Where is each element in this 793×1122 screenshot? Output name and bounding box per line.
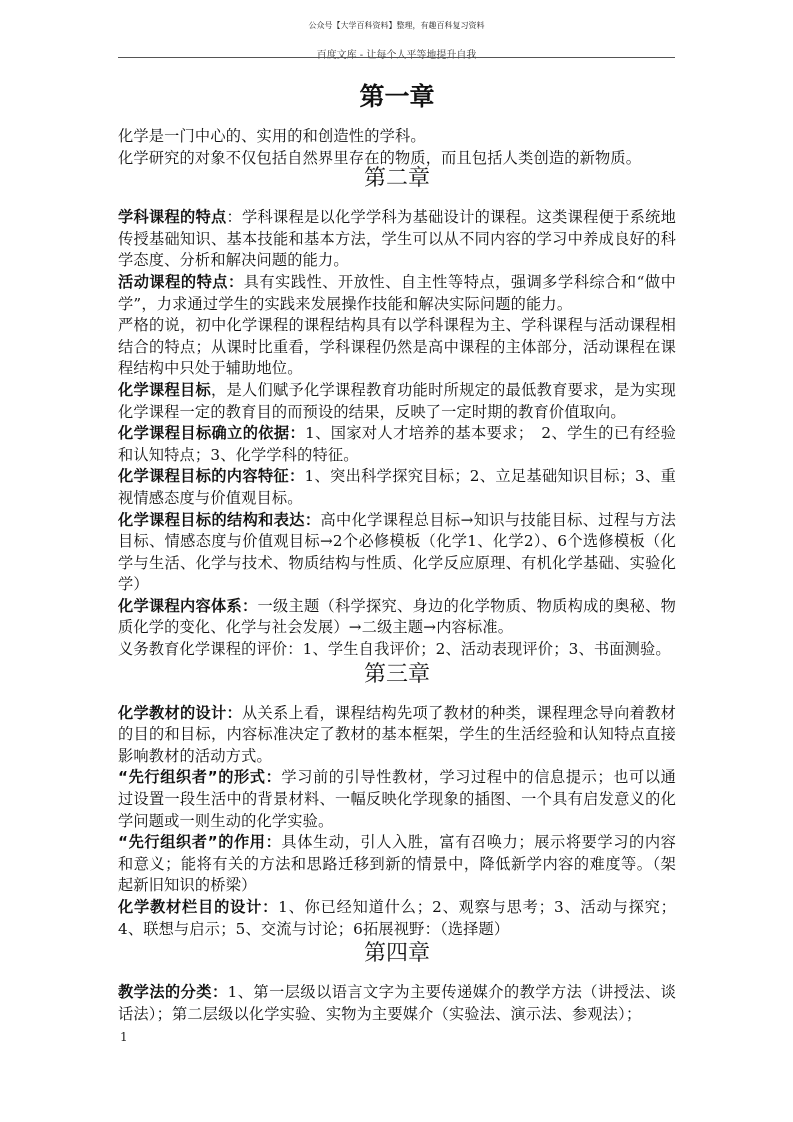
page-header: 百度文库 - 让每个人平等地提升自我 (316, 50, 477, 61)
header-rule (118, 57, 675, 58)
chapter-2-paragraph: 义务教育化学课程的评价：1、学生自我评价；2、活动表现评价；3、书面测验。 (118, 640, 671, 659)
chapter-1-paragraph: 化学是一门中心的、实用的和创造性的学科。 (118, 127, 426, 145)
term-label: 化学课程目标 (118, 380, 212, 399)
chapter-2-paragraph: 活动课程的特点：具有实践性、开放性、自主性等特点，强调多学科综合和“做中学”，力求通过学生的实践来发展操作技能和解决实际问题的能力。 (118, 272, 676, 313)
chapter-2-paragraph: 化学课程目标的结构和表达：高中化学课程总目标→知识与技能目标、过程与方法目标、情感态度与价值观目标→2个必修模板（化学1、化学2）、6个选修模板（化学与生活、化学与技术、物质结构与性质、化学反应原理、有机化学基础、实验化学） (118, 510, 676, 594)
chapter-4-paragraph: 教学法的分类：1、第一层级以语言文字为主要传递媒介的教学方法（讲授法、谈话法）；第二层级以化学实验、实物为主要媒介（实验法、演示法、参观法）； (118, 983, 676, 1023)
chapter-1-paragraph: 化学研究的对象不仅包括自然界里存在的物质，而且包括人类创造的新物质。 (118, 148, 642, 167)
term-label: 化学课程目标的结构和表达： (118, 510, 321, 529)
term-label: 化学教材栏目的设计： (118, 898, 279, 916)
chapter-2-paragraph: 化学课程目标确立的依据：1、国家对人才培养的基本要求； 2、学生的已有经验和认知特点；3、化学学科的特征。 (118, 424, 676, 464)
chapter-2-title: 第二章 (363, 166, 430, 192)
chapter-3-title: 第三章 (363, 661, 430, 687)
term-label: 化学教材的设计： (118, 703, 243, 722)
term-label: “先行组织者”的作用： (118, 833, 282, 852)
term-label: “先行组织者”的形式： (118, 768, 282, 787)
chapter-3-paragraph: 化学教材栏目的设计：1、你已经知道什么；2、观察与思考；3、活动与探究；4、联想与启示；5、交流与讨论；6拓展视野：（选择题） (118, 898, 676, 938)
term-label: 化学课程内容体系： (118, 596, 258, 615)
top-note: 公众号【大学百科资料】整理，有趣百科复习资料 (308, 21, 485, 30)
chapter-3-paragraph: “先行组织者”的形式：学习前的引导性教材，学习过程中的信息提示；也可以通过设置一段生活中的背景材料、一幅反映化学现象的插图、一个具有启发意义的化学问题或一则生动的化学实验。 (118, 768, 677, 830)
chapter-2-paragraph: 化学课程目标的内容特征：1、突出科学探究目标；2、立足基础知识目标；3、重视情感态度与价值观目标。 (118, 467, 676, 507)
chapter-2-paragraph: 严格的说，初中化学课程的课程结构具有以学科课程为主、学科课程与活动课程相结合的特点；从课时比重看，学科课程仍然是高中课程的主体部分，活动课程在课程结构中只处于辅助地位。 (118, 316, 676, 378)
chapter-2-paragraph: 学科课程的特点：学科课程是以化学学科为基础设计的课程。这类课程便于系统地传授基础知识、基本技能和基本方法，学生可以从不同内容的学习中养成良好的科学态度、分析和解决问题的能力。 (118, 208, 676, 270)
chapter-3-paragraph: “先行组织者”的作用：具体生动，引人入胜，富有召唤力；展示将要学习的内容和意义；能将有关的方法和思路迁移到新的情景中，降低新学内容的难度等。（架起新旧知识的桥梁） (118, 833, 677, 895)
term-label: 教学法的分类： (118, 983, 228, 1002)
page-number: 1 (120, 1030, 128, 1044)
chapter-4-title: 第四章 (363, 941, 430, 967)
chapter-3-paragraph: 化学教材的设计：从关系上看，课程结构先项了教材的种类，课程理念导向着教材的目的和目标，内容标准决定了教材的基本框架，学生的生活经验和认知特点直接影响教材的活动方式。 (118, 703, 676, 765)
term-label: 化学课程目标的内容特征： (118, 467, 305, 486)
term-label: 学科课程的特点 (118, 208, 227, 227)
chapter-2-paragraph: 化学课程目标，是人们赋予化学课程教育功能时所规定的最低教育要求，是为实现化学课程一定的教育目的而预设的结果，反映了一定时期的教育价值取向。 (118, 380, 677, 421)
document-body (118, 80, 676, 1025)
chapter-1-title: 第一章 (359, 82, 435, 111)
chapter-2-paragraph: 化学课程内容体系：一级主题（科学探究、身边的化学物质、物质构成的奥秘、物质化学的变化、化学与社会发展）→二级主题→内容标准。 (118, 596, 676, 637)
term-label: 活动课程的特点： (118, 272, 244, 291)
term-label: 化学课程目标确立的依据： (118, 424, 306, 443)
